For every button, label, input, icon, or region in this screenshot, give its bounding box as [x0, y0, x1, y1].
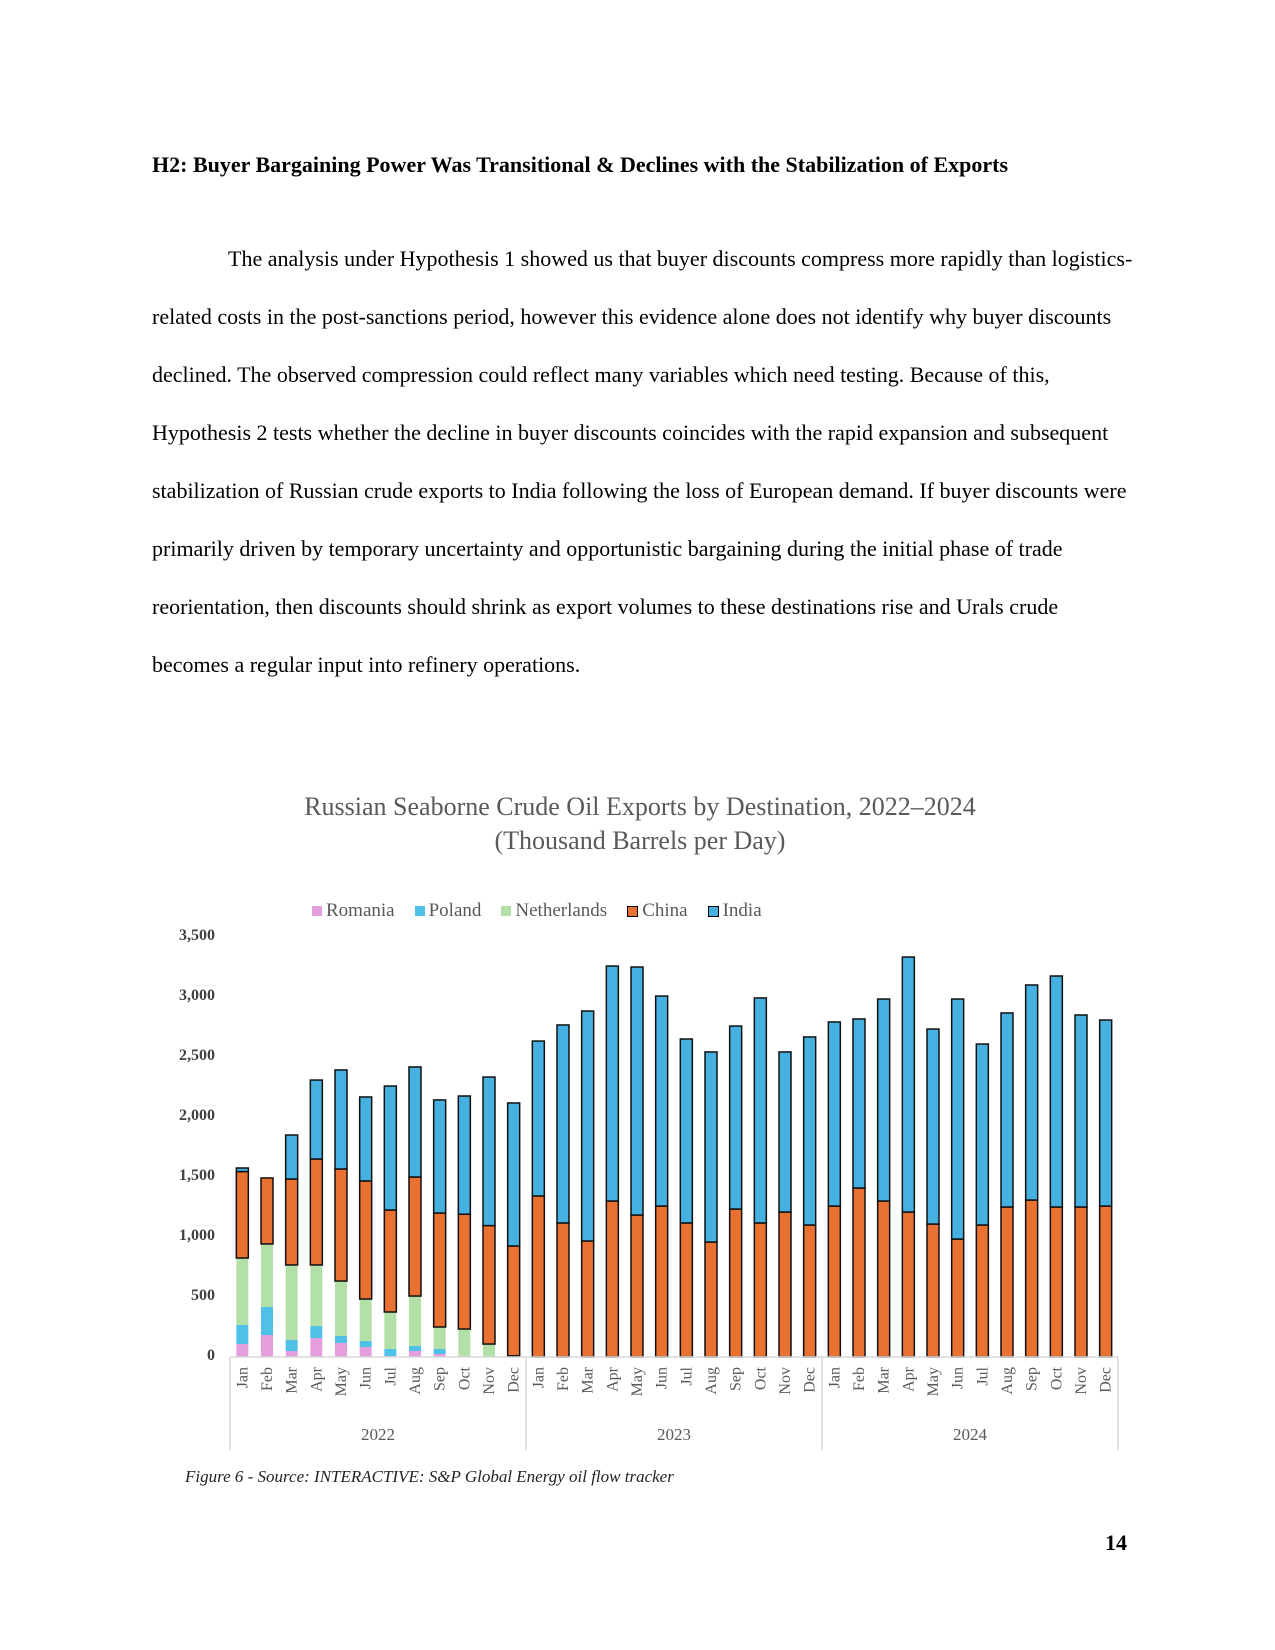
bar-segment-india [828, 1022, 840, 1206]
bar-segment-china [532, 1196, 544, 1357]
bar-segment-china [1001, 1207, 1013, 1357]
bar-segment-india [335, 1070, 347, 1169]
x-tick-label: Oct [752, 1367, 770, 1391]
x-tick-label: Sep [727, 1367, 745, 1391]
bar-segment-india [656, 996, 668, 1206]
y-tick-label: 2,000 [179, 1107, 215, 1124]
bar-segment-india [508, 1103, 520, 1246]
y-tick-label: 500 [191, 1287, 215, 1304]
bar-segment-netherlands [458, 1329, 470, 1356]
year-group-label: 2023 [657, 1425, 691, 1444]
year-group-label: 2022 [361, 1425, 395, 1444]
bar-segment-india [409, 1067, 421, 1177]
bar-segment-china [335, 1169, 347, 1281]
bar-segment-netherlands [335, 1281, 347, 1336]
bar-segment-india [582, 1011, 594, 1241]
bar-segment-india [730, 1026, 742, 1209]
bar-segment-india [680, 1039, 692, 1223]
bar-segment-romania [360, 1347, 372, 1357]
bar-segment-china [310, 1159, 322, 1265]
x-tick-label: Nov [481, 1367, 498, 1395]
bar-segment-india [902, 957, 914, 1212]
chart-subtitle: (Thousand Barrels per Day) [494, 826, 786, 855]
bar-segment-poland [384, 1349, 396, 1356]
x-tick-label: Jun [949, 1367, 967, 1390]
bar-segment-poland [434, 1349, 446, 1354]
bar-segment-india [606, 966, 618, 1201]
y-tick-label: 1,000 [179, 1227, 215, 1244]
bar-segment-china [409, 1177, 421, 1296]
x-tick-label: Apr [604, 1367, 622, 1392]
legend-label: Romania [326, 900, 395, 921]
x-tick-label: May [629, 1367, 646, 1397]
bar-segment-india [779, 1052, 791, 1212]
bar-segment-india [310, 1080, 322, 1159]
bar-segment-india [458, 1096, 470, 1214]
bar-segment-china [483, 1226, 495, 1344]
bar-segment-china [1050, 1207, 1062, 1357]
bar-segment-india [1050, 976, 1062, 1207]
x-tick-label: Jul [678, 1367, 696, 1386]
bar-segment-netherlands [360, 1299, 372, 1341]
x-tick-label: Jun [653, 1367, 671, 1390]
bar-segment-netherlands [384, 1312, 396, 1349]
legend-label: India [722, 900, 762, 921]
bar-segment-india [1001, 1013, 1013, 1207]
bar-segment-india [853, 1019, 865, 1188]
bar-segment-china [705, 1242, 717, 1357]
bar-segment-romania [310, 1338, 322, 1357]
x-tick-label: Nov [777, 1367, 794, 1395]
bar-segment-india [754, 998, 766, 1223]
bar-segment-netherlands [236, 1258, 248, 1325]
bar-segment-netherlands [286, 1265, 298, 1340]
bar-segment-india [1075, 1015, 1087, 1207]
bar-segment-netherlands [434, 1327, 446, 1349]
bar-segment-china [1075, 1207, 1087, 1357]
bar-segment-china [286, 1179, 298, 1265]
x-tick-label: Mar [875, 1367, 893, 1394]
bar-segment-india [236, 1168, 248, 1172]
x-tick-label: Feb [259, 1367, 276, 1391]
bar-segment-netherlands [310, 1265, 322, 1326]
bar-segment-china [236, 1172, 248, 1258]
bar-segment-china [828, 1206, 840, 1357]
bar-segment-china [508, 1246, 520, 1356]
bar-segment-poland [409, 1346, 421, 1351]
bar-segment-china [927, 1224, 939, 1357]
x-tick-label: Jan [234, 1367, 252, 1389]
bar-segment-china [656, 1206, 668, 1357]
x-tick-label: Sep [431, 1367, 449, 1391]
bar-segment-china [680, 1223, 692, 1357]
bar-segment-china [1026, 1200, 1038, 1357]
bar-segment-poland [310, 1326, 322, 1338]
bar-segment-netherlands [483, 1344, 495, 1357]
bar-segment-india [1100, 1020, 1112, 1206]
bar-segment-china [606, 1201, 618, 1357]
x-tick-label: Dec [1097, 1367, 1115, 1393]
bar-segment-india [705, 1052, 717, 1242]
bar-segment-china [458, 1214, 470, 1329]
bar-segment-china [730, 1209, 742, 1357]
legend-label: Netherlands [515, 900, 608, 921]
x-tick-label: Jan [826, 1367, 844, 1389]
bar-segment-china [779, 1212, 791, 1357]
legend-label: Poland [428, 900, 482, 921]
bar-segment-romania [236, 1344, 248, 1357]
bar-segment-romania [286, 1351, 298, 1357]
bar-segment-china [853, 1188, 865, 1357]
bar-segment-poland [335, 1336, 347, 1343]
bar-segment-china [952, 1239, 964, 1357]
body-paragraph: The analysis under Hypothesis 1 showed us that buyer discounts compress more rapidly than logistics-related costs in the post-sanctions period, however this evidence alone does not identify why buyer discounts declined. The observed compression could reflect many variables which need testing. Because of this, Hypothesis 2 tests whether the decline in buyer discounts coincides with the rapid expansion and subsequent stabilization of Russian crude exports to India following the loss of European demand. If buyer discounts were primarily driven by temporary uncertainty and opportunistic bargaining during the initial phase of trade reorientation, then discounts should shrink as export volumes to these destinations rise and Urals crude becomes a regular input into refinery operations. [152, 246, 1133, 677]
bar-segment-netherlands [261, 1244, 273, 1307]
x-tick-label: Mar [283, 1367, 301, 1394]
x-tick-label: Apr [308, 1367, 326, 1392]
x-tick-label: Oct [1048, 1367, 1066, 1391]
page-number: 14 [1105, 1530, 1127, 1555]
x-tick-label: Nov [1073, 1367, 1090, 1395]
bar-segment-china [557, 1223, 569, 1357]
bar-segment-china [261, 1178, 273, 1244]
y-tick-label: 3,000 [179, 987, 215, 1004]
bar-segment-india [976, 1044, 988, 1225]
x-tick-label: Aug [407, 1367, 424, 1395]
x-tick-label: Jan [530, 1367, 548, 1389]
y-tick-label: 0 [207, 1347, 215, 1364]
x-tick-label: Feb [555, 1367, 572, 1391]
legend-label: China [642, 900, 688, 921]
x-tick-label: Mar [579, 1367, 597, 1394]
x-tick-label: Feb [851, 1367, 868, 1391]
bar-segment-china [360, 1181, 372, 1299]
x-tick-label: Jul [974, 1367, 992, 1386]
x-tick-label: Dec [505, 1367, 523, 1393]
bar-segment-china [434, 1213, 446, 1327]
figure-caption: Figure 6 - Source: INTERACTIVE: S&P Global Energy oil flow tracker [185, 1467, 674, 1486]
x-tick-label: Apr [900, 1367, 918, 1392]
x-tick-label: May [333, 1367, 350, 1397]
bar-segment-india [927, 1029, 939, 1224]
x-tick-label: Aug [999, 1367, 1016, 1395]
bar-segment-india [557, 1025, 569, 1223]
x-tick-label: Dec [801, 1367, 819, 1393]
bar-segment-china [631, 1215, 643, 1357]
x-tick-label: Aug [703, 1367, 720, 1395]
bar-segment-india [286, 1135, 298, 1179]
bar-segment-india [631, 967, 643, 1215]
chart-title-main: Russian Seaborne Crude Oil Exports by Destination, 2022–2024 [304, 792, 976, 821]
bar-segment-china [804, 1225, 816, 1357]
y-tick-label: 3,500 [179, 927, 215, 944]
bar-segment-india [384, 1086, 396, 1210]
bar-segment-china [902, 1212, 914, 1357]
y-tick-label: 1,500 [179, 1167, 215, 1184]
x-tick-label: Sep [1023, 1367, 1041, 1391]
bar-segment-india [878, 999, 890, 1201]
bar-segment-romania [409, 1351, 421, 1357]
bar-segment-india [952, 999, 964, 1239]
bar-segment-netherlands [409, 1296, 421, 1346]
year-group-label: 2024 [953, 1425, 987, 1444]
bar-segment-poland [236, 1325, 248, 1344]
bar-segment-china [384, 1210, 396, 1312]
x-tick-label: Jul [382, 1367, 400, 1386]
x-tick-label: Jun [357, 1367, 375, 1390]
bar-segment-poland [261, 1307, 273, 1335]
bar-segment-romania [335, 1343, 347, 1357]
bar-segment-china [754, 1223, 766, 1357]
x-tick-label: May [925, 1367, 942, 1397]
bar-segment-china [582, 1241, 594, 1357]
bar-segment-china [878, 1201, 890, 1357]
bar-segment-india [434, 1100, 446, 1213]
bar-segment-romania [261, 1335, 273, 1357]
section-heading: H2: Buyer Bargaining Power Was Transitional & Declines with the Stabilization of Exports [152, 152, 1009, 177]
bar-segment-poland [286, 1340, 298, 1351]
bar-segment-china [1100, 1206, 1112, 1357]
y-tick-label: 2,500 [179, 1047, 215, 1064]
bar-segment-india [483, 1077, 495, 1226]
bar-segment-india [1026, 985, 1038, 1200]
bar-segment-poland [360, 1341, 372, 1347]
bar-segment-india [360, 1097, 372, 1181]
x-tick-label: Oct [456, 1367, 474, 1391]
bar-segment-china [976, 1225, 988, 1357]
bar-segment-india [532, 1041, 544, 1196]
bar-segment-india [804, 1037, 816, 1225]
